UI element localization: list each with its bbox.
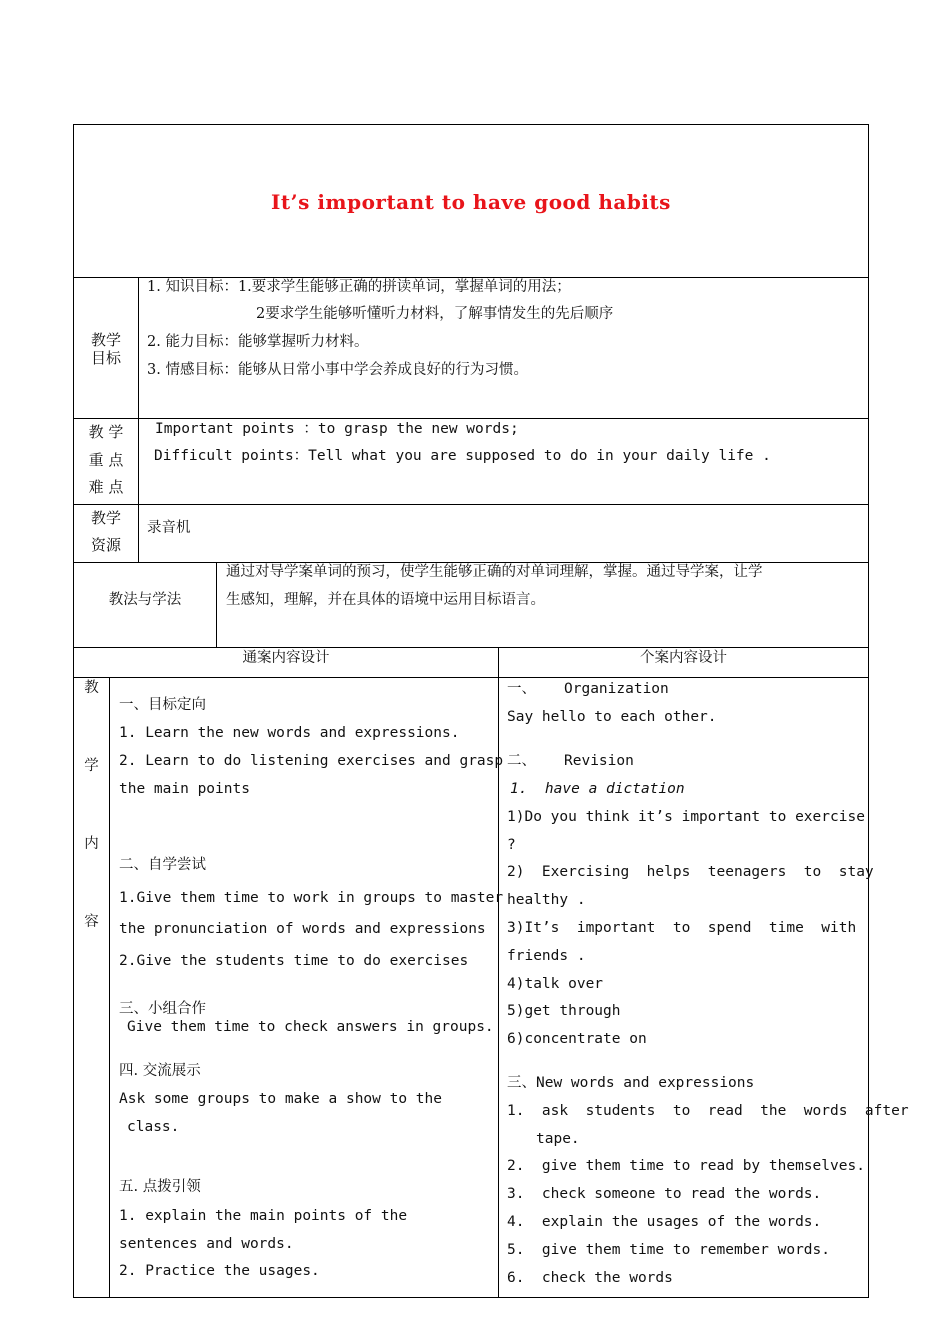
revision-3a: 3)It’s important to spend time with: [507, 920, 857, 936]
objectives-label: [74, 331, 138, 367]
page-title: It’s important to have good habits: [271, 190, 671, 214]
difficult-points-text: Difficult points：Tell what you are supposed to do in your daily life .: [154, 448, 771, 464]
new-words-4: 4. explain the usages of the words.: [507, 1214, 822, 1230]
revision-2b: healthy .: [507, 892, 586, 908]
individual-h1-text: Organization: [564, 681, 669, 697]
keypoints-label-line1: 教 学: [88, 423, 124, 441]
common-s2-item1a: 1.Give them time to work in groups to master: [119, 890, 504, 906]
revision-5: 5)get through: [507, 1003, 621, 1019]
individual-h2-text: Revision: [564, 753, 634, 769]
revision-2a: 2) Exercising helps teenagers to stay: [507, 864, 874, 880]
keypoints-label-line2: 重 点: [88, 450, 124, 469]
border-bottom: [73, 1297, 869, 1298]
common-s2-item1b: the pronunciation of words and expressions: [119, 921, 486, 937]
common-s1-item2a: 2. Learn to do listening exercises and grasp: [119, 753, 504, 769]
objective-line-2: 2要求学生能够听懂听力材料，了解事情发生的先后顺序: [256, 306, 614, 322]
revision-3b: friends .: [507, 948, 586, 964]
objectives-label-line2: 目标: [90, 349, 121, 367]
resources-label-line1: 教学: [90, 509, 121, 527]
common-s4-item-a: Ask some groups to make a show to the: [119, 1091, 443, 1107]
border-top: [73, 124, 869, 125]
resources-label-line2: 资源: [90, 536, 121, 554]
methods-line-1: 通过对导学案单词的预习，使学生能够正确的对单词理解，掌握。通过导学案，让学: [226, 564, 763, 580]
new-words-3: 3. check someone to read the words.: [507, 1186, 822, 1202]
resources-value: 录音机: [147, 520, 191, 536]
individual-design-header: 个案内容设计: [640, 650, 727, 666]
common-s2-item2: 2.Give the students time to do exercises: [119, 953, 469, 969]
objective-line-3: 2. 能力目标：能够掌握听力材料。: [147, 334, 369, 350]
individual-h1-item: Say hello to each other.: [507, 709, 717, 725]
row-divider-methods: [73, 647, 869, 648]
revision-6: 6)concentrate on: [507, 1031, 647, 1047]
common-s1-heading: 一、目标定向: [119, 697, 206, 713]
objective-line-4: 3. 情感目标：能够从日常小事中学会养成良好的行为习惯。: [147, 362, 528, 378]
revision-1a: 1)Do you think it’s important to exercise: [507, 809, 865, 825]
new-words-6: 6. check the words: [507, 1270, 673, 1286]
common-s5-item2: 2. Practice the usages.: [119, 1263, 320, 1279]
new-words-2: 2. give them time to read by themselves.: [507, 1158, 865, 1174]
content-label-char-4: 容: [84, 914, 99, 930]
objective-line-1: 1. 知识目标：1.要求学生能够正确的拼读单词，掌握单词的用法；: [147, 279, 571, 295]
important-points-text: Important points ：to grasp the new words;: [155, 421, 519, 437]
common-s4-heading: 四. 交流展示: [119, 1063, 201, 1079]
border-left: [73, 124, 74, 1298]
objectives-label-line1: 教学: [90, 331, 121, 349]
common-s3-heading: 三、小组合作: [119, 1001, 206, 1017]
revision-4: 4)talk over: [507, 976, 604, 992]
methods-label: 教法与学法: [108, 592, 182, 608]
common-s4-item-b: class.: [127, 1119, 180, 1135]
col-divider-methods: [216, 562, 217, 648]
common-s5-heading: 五. 点拨引领: [119, 1179, 201, 1195]
common-s5-item1b: sentences and words.: [119, 1236, 294, 1252]
content-label-char-2: 学: [84, 758, 99, 774]
individual-h1-num: 一、: [507, 681, 536, 697]
common-s3-item: Give them time to check answers in groups.: [127, 1019, 494, 1035]
common-s5-item1a: 1. explain the main points of the: [119, 1208, 408, 1224]
border-right: [868, 124, 869, 1298]
resources-label: [74, 505, 138, 559]
col-divider-labels: [138, 277, 139, 563]
row-divider-objectives: [73, 418, 869, 419]
content-label-char-1: 教: [84, 680, 99, 696]
new-words-1b: tape.: [536, 1131, 580, 1147]
row-divider-keypoints: [73, 504, 869, 505]
common-s1-item1: 1. Learn the new words and expressions.: [119, 725, 460, 741]
new-words-5: 5. give them time to remember words.: [507, 1242, 831, 1258]
individual-h2-num: 二、: [507, 753, 536, 769]
row-divider-headers: [73, 677, 869, 678]
individual-h3: 三、New words and expressions: [507, 1075, 755, 1091]
col-divider-content-label: [109, 677, 110, 1298]
common-s2-heading: 二、自学尝试: [119, 857, 206, 873]
new-words-1a: 1. ask students to read the words after: [507, 1103, 909, 1119]
keypoints-label: [74, 419, 138, 502]
content-label-char-3: 内: [84, 836, 99, 852]
common-design-header: 通案内容设计: [242, 650, 330, 666]
individual-h2-sub: 1. have a dictation: [510, 781, 685, 797]
revision-1b: ?: [507, 837, 516, 853]
col-divider-design: [498, 647, 499, 1298]
methods-line-2: 生感知，理解，并在具体的语境中运用目标语言。: [226, 592, 545, 608]
common-s1-item2b: the main points: [119, 781, 250, 797]
keypoints-label-line3: 难 点: [88, 478, 124, 496]
